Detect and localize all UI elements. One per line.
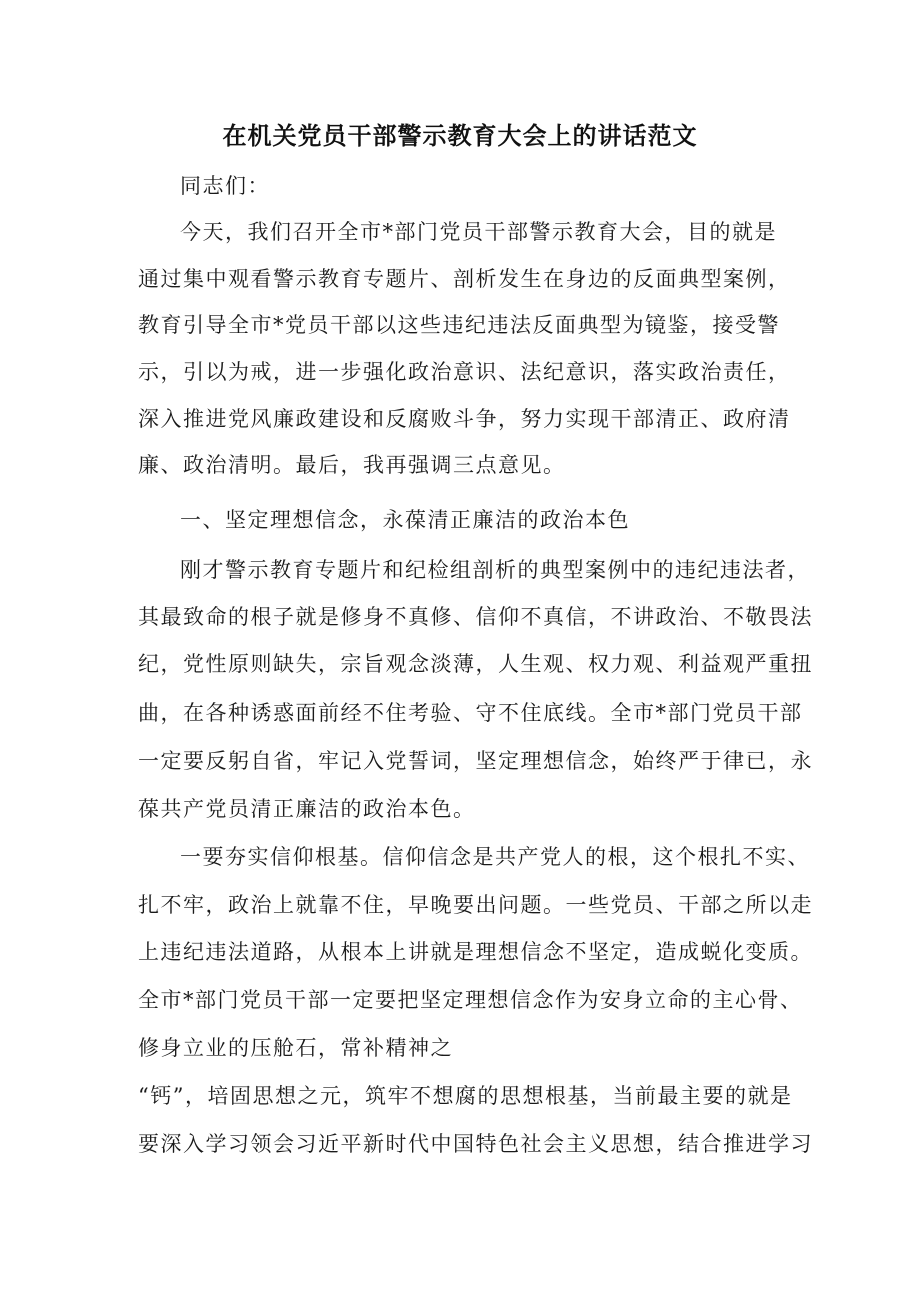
paragraph-line: 要深入学习领会习近平新时代中国特色社会主义思想，结合推进学习 [138, 1132, 813, 1156]
paragraph-line: 深入推进党风廉政建设和反腐败斗争，努力实现干部清正、政府清 [138, 407, 791, 431]
paragraph-line: 一要夯实信仰根基。信仰信念是共产党人的根，这个根扎不实、 [180, 845, 810, 869]
paragraph-line: 通过集中观看警示教育专题片、剖析发生在身边的反面典型案例， [138, 267, 791, 291]
salutation-line: 同志们： [180, 174, 270, 198]
paragraph-line: 今天，我们召开全市*部门党员干部警示教育大会，目的就是 [180, 220, 777, 244]
paragraph-line: 其最致命的根子就是修身不真修、信仰不真信，不讲政治、不敬畏法 [138, 605, 813, 629]
paragraph-line: 教育引导全市*党员干部以这些违纪违法反面典型为镜鉴，接受警 [138, 313, 780, 337]
paragraph-line: 刚才警示教育专题片和纪检组剖析的典型案例中的违纪违法者， [180, 558, 810, 582]
paragraph-line: 一定要反躬自省，牢记入党誓词，坚定理想信念，始终严于律已，永 [138, 749, 813, 773]
paragraph-line: 全市*部门党员干部一定要把坚定理想信念作为安身立命的主心骨、 [138, 988, 803, 1012]
paragraph-line: 廉、政治清明。最后，我再强调三点意见。 [138, 453, 566, 477]
paragraph-line: 修身立业的压舱石，常补精神之 [138, 1036, 453, 1060]
paragraph-line: 曲，在各种诱惑面前经不住考验、守不住底线。全市*部门党员干部 [138, 701, 803, 725]
paragraph-line: 上违纪违法道路，从根本上讲就是理想信念不坚定，造成蜕化变质。 [138, 940, 813, 964]
paragraph-line: 纪，党性原则缺失，宗旨观念淡薄，人生观、权力观、利益观严重扭 [138, 652, 813, 676]
paragraph-line: 示，引以为戒，进一步强化政治意识、法纪意识，落实政治责任， [138, 360, 791, 384]
paragraph-line: 扎不牢，政治上就靠不住，早晚要出问题。一些党员、干部之所以走 [138, 893, 813, 917]
paragraph-line: “钙”，培固思想之元，筑牢不想腐的思想根基，当前最主要的就是 [138, 1084, 793, 1108]
section-heading: 一、坚定理想信念，永葆清正廉洁的政治本色 [180, 508, 630, 532]
paragraph-line: 葆共产党员清正廉洁的政治本色。 [138, 797, 476, 821]
document-title: 在机关党员干部警示教育大会上的讲话范文 [222, 122, 698, 150]
